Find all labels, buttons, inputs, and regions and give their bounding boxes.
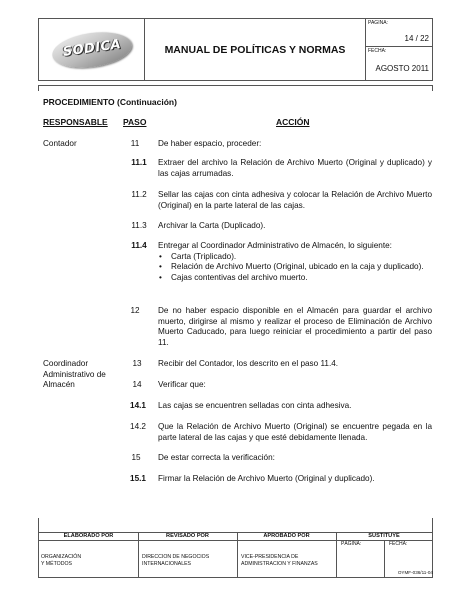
logo-text: SODICA — [61, 36, 122, 60]
step-text: Las cajas se encuentren selladas con cinta adhesiva. — [158, 401, 352, 410]
section-title: PROCEDIMIENTO (Continuación) — [43, 97, 177, 107]
sustituye-header: SUSTITUYE — [368, 533, 400, 539]
responsable-coordinador: Coordinador Administrativo de Almacén — [43, 359, 106, 389]
page-label: PAGINA: — [368, 20, 388, 26]
step-number: 11.1 — [131, 158, 147, 167]
responsable-contador: Contador — [43, 139, 77, 148]
step-number: 11.2 — [131, 190, 147, 199]
aprobado-line: ADMINISTRACION Y FINANZAS — [241, 561, 318, 567]
list-item-text: Relación de Archivo Muerto (Original, ubicado en la caja y duplicado). — [171, 262, 424, 271]
page-value: 14 / 22 — [404, 34, 429, 43]
body-left-tick — [38, 85, 39, 91]
column-header-responsable: RESPONSABLE — [43, 117, 108, 127]
step-number: 15.1 — [130, 474, 146, 483]
body-right-tick — [432, 85, 433, 91]
step-text: Que la Relación de Archivo Muerto (Original) se encuentre pegada en la parte lateral de las cajas y que esté debidamente llenada. — [158, 422, 432, 442]
document-header — [38, 18, 433, 81]
form-code: OYMF-036/11-04 — [397, 570, 433, 575]
step-text: Extraer del archivo la Relación de Archivo Muerto (Original y duplicado) y las cajas arrumadas. — [158, 158, 432, 178]
elaborado-header: ELABORADO POR — [63, 533, 114, 539]
step-number: 14.1 — [130, 401, 146, 410]
aprobado-line: VICE-PRESIDENCIA DE — [241, 554, 299, 560]
step-text: Verificar que: — [158, 380, 206, 389]
step-text: Firmar la Relación de Archivo Muerto (Original y duplicado). — [158, 474, 375, 483]
body-top-rule — [38, 85, 433, 86]
step-text: De haber espacio, proceder: — [158, 139, 262, 148]
bullet-icon: • — [159, 251, 162, 261]
list-item — [158, 273, 432, 284]
aprobado-header: APROBADO POR — [263, 533, 310, 539]
step-text: Entregar al Coordinador Administrativo de Almacén, lo siguiente: — [158, 241, 392, 250]
footer-right-tick — [432, 518, 433, 532]
date-value: AGOSTO 2011 — [375, 64, 429, 73]
step-number: 11.4 — [131, 241, 147, 250]
bullet-icon: • — [159, 262, 162, 271]
elaborado-line: ORGANIZACIÓN — [41, 554, 82, 560]
header-meta — [366, 19, 432, 80]
step-number: 14 — [132, 380, 142, 389]
step-number: 13 — [132, 359, 142, 368]
column-header-accion: ACCIÓN — [276, 117, 310, 127]
column-header-paso: PASO — [123, 117, 147, 127]
step-number: 11 — [130, 139, 140, 148]
revisado-value — [142, 554, 209, 568]
step-number: 12 — [130, 306, 140, 315]
step-text: De no haber espacio disponible en el Almacén para guardar el archivo muerto, dirigirse al mismo y realizar el proceso de Eliminación de Archivo Muerto Caducado, para luego reiniciar el procedimiento a partir del paso 11. — [158, 306, 432, 347]
step-text: Sellar las cajas con cinta adhesiva y colocar la Relación de Archivo Muerto (Original) en la parte lateral de las cajas. — [158, 190, 432, 210]
step-text: Archivar la Carta (Duplicado). — [158, 221, 266, 230]
footer-left-tick — [38, 518, 39, 532]
step-text: De estar correcta la verificación: — [158, 453, 275, 462]
bullet-list — [158, 252, 432, 284]
logo-cell — [39, 19, 145, 80]
date-label: FECHA: — [368, 48, 387, 54]
sustituye-fecha-label: FECHA: — [389, 541, 408, 547]
list-item — [158, 252, 432, 263]
manual-title: MANUAL DE POLÍTICAS Y NORMAS — [145, 19, 366, 80]
elaborado-line: Y MÉTODOS — [41, 561, 72, 567]
step-number: 15 — [131, 453, 141, 462]
aprobado-value — [241, 554, 318, 568]
elaborado-value — [41, 554, 81, 568]
footer-header-rule — [39, 540, 432, 541]
bullet-icon: • — [159, 272, 162, 282]
list-item — [158, 262, 432, 273]
step-item-11-4 — [158, 241, 432, 283]
footer-divider — [384, 540, 385, 577]
sodica-logo — [52, 33, 132, 67]
list-item-text: Cajas contentivas del archivo muerto. — [171, 272, 308, 282]
step-number: 11.3 — [131, 221, 147, 230]
step-text: Recibir del Contador, los descrito en el paso 11.4. — [158, 359, 339, 368]
list-item-text: Carta (Triplicado). — [171, 251, 237, 261]
revisado-line: INTERNACIONALES — [142, 561, 192, 567]
sustituye-pagina-label: PÁGINA: — [341, 541, 362, 547]
approval-footer — [38, 532, 433, 578]
revisado-line: DIRECCION DE NEGOCIOS — [142, 554, 210, 560]
step-number: 14.2 — [130, 422, 146, 431]
revisado-header: REVISADO POR — [166, 533, 209, 539]
meta-divider — [366, 46, 432, 47]
